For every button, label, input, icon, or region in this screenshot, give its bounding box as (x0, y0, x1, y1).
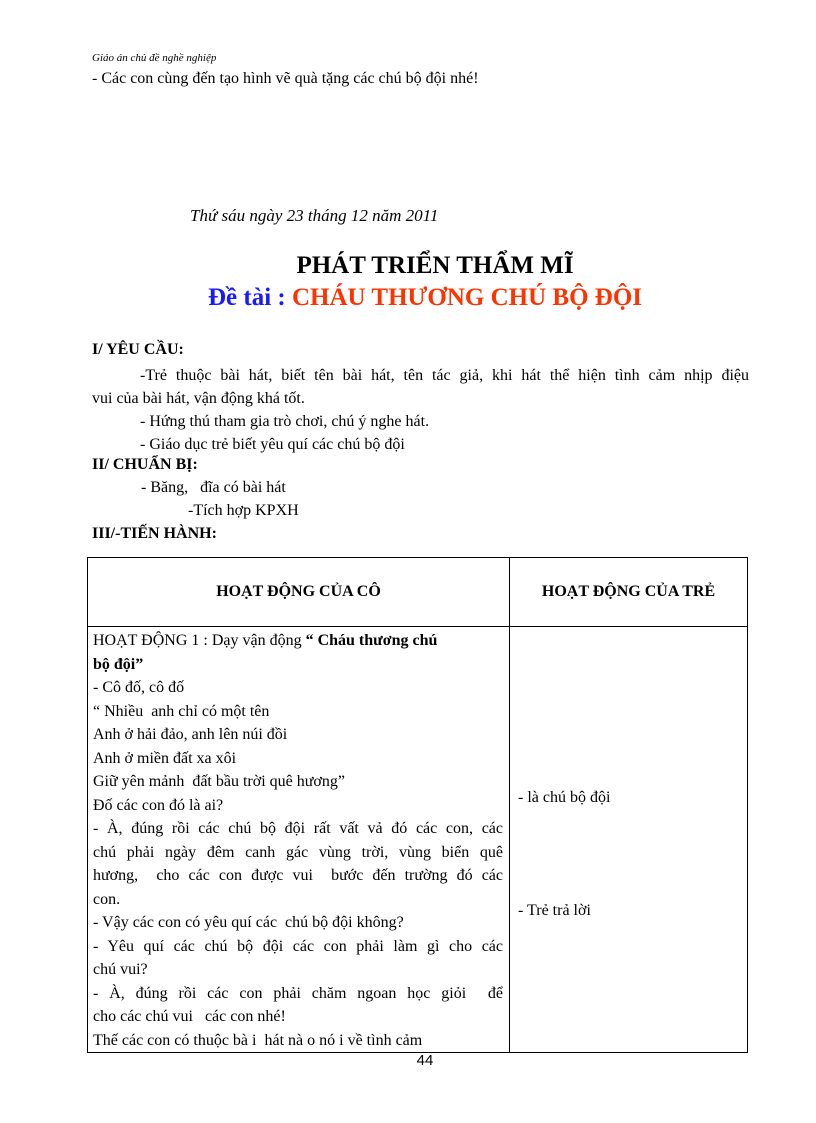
teacher-line: cho các chú vui các con nhé! (93, 1008, 286, 1025)
preparation-item: - Băng, đĩa có bài hát (141, 479, 286, 496)
lesson-date: Thứ sáu ngày 23 tháng 12 năm 2011 (190, 206, 439, 225)
requirements-heading: I/ YÊU CẦU: (92, 341, 184, 358)
requirement-item: vui của bài hát, vận động khá tốt. (92, 390, 305, 407)
requirement-item: -Trẻ thuộc bài hát, biết tên bài hát, tên tác giả, khi hát thể hiện tình cảm nhịp điệu (140, 367, 749, 384)
teacher-line: hương, cho các con được vui bước đến trường đó các (93, 867, 503, 884)
topic-label: Đề tài : (207, 284, 292, 311)
topic-line (0, 284, 816, 312)
teacher-line: - À, đúng rồi các chú bộ đội rất vất vả đó các con, các (93, 820, 503, 837)
lesson-title: PHÁT TRIỂN THẨM MĨ (296, 252, 574, 279)
table-row (88, 627, 748, 1053)
child-answer: - Trẻ trả lời (518, 902, 591, 919)
teacher-line: chú phải ngày đêm canh gác vùng trời, vùng biển quê (93, 843, 503, 861)
teacher-line: Thế các con có thuộc bà i hát nà o nó i về tình cảm (93, 1031, 423, 1049)
procedure-heading: III/-TIẾN HÀNH: (92, 525, 217, 542)
child-answer: - là chú bộ đội (518, 789, 611, 806)
teacher-line: Anh ở miền đất xa xôi (93, 749, 237, 767)
activity-heading (93, 629, 503, 653)
teacher-line: - À, đúng rồi các con phải chăm ngoan học giỏi để (93, 984, 503, 1002)
requirement-item: - Giáo dục trẻ biết yêu quí các chú bộ đội (140, 436, 405, 453)
topic-title: CHÁU THƯƠNG CHÚ BỘ ĐỘI (291, 284, 643, 311)
page-number: 44 (416, 1052, 434, 1069)
teacher-line: - Cô đố, cô đố (93, 679, 185, 696)
preparation-heading: II/ CHUẨN BỊ: (92, 456, 198, 473)
activity-song-title: “ Cháu thương chú (305, 632, 438, 649)
teacher-activity-cell (88, 627, 510, 1053)
teacher-line: - Yêu quí các chú bộ đội các con phải làm gì cho các (93, 937, 503, 955)
intro-line: - Các con cùng đến tạo hình vẽ quà tặng các chú bộ đội nhé! (92, 70, 479, 87)
activity-table (87, 557, 748, 1053)
requirement-item: - Hứng thú tham gia trò chơi, chú ý nghe hát. (140, 413, 430, 430)
child-column-header: HOẠT ĐỘNG CỦA TRẺ (510, 558, 748, 627)
teacher-line: - Vậy các con có yêu quí các chú bộ đội không? (93, 914, 404, 931)
teacher-line: Giữ yên mảnh đất bầu trời quê hương” (93, 773, 345, 790)
requirements-list (92, 364, 749, 456)
child-activity-cell (510, 627, 748, 1053)
teacher-column-header: HOẠT ĐỘNG CỦA CÔ (88, 558, 510, 627)
preparation-item: -Tích hợp KPXH (188, 502, 299, 519)
teacher-line: Anh ở hải đảo, anh lên núi đồi (93, 726, 288, 743)
teacher-line: “ Nhiều anh chỉ có một tên (93, 702, 270, 720)
activity-song-title-cont: bộ đội” (93, 655, 144, 673)
teacher-line: chú vui? (93, 961, 148, 978)
activity-prefix: HOẠT ĐỘNG 1 : Dạy vận động (93, 632, 306, 649)
teacher-line: Đố các con đó là ai? (93, 796, 224, 814)
table-header-row (88, 558, 748, 627)
teacher-line: con. (93, 890, 121, 908)
document-header-note: Giáo án chủ đề nghề nghiệp (92, 52, 217, 64)
